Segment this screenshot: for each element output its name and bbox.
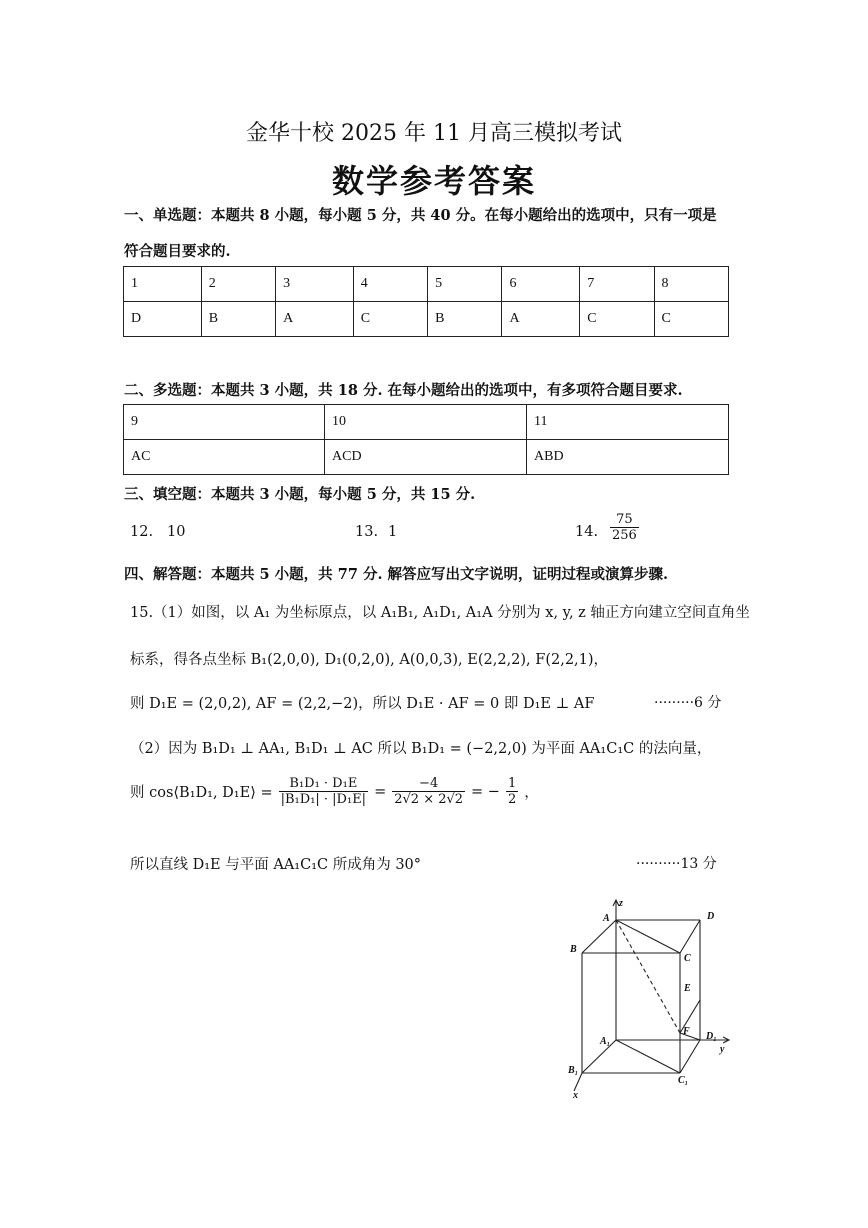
table-cell: ACD [325, 440, 527, 475]
table-cell: 9 [124, 405, 325, 440]
table-cell: ABD [527, 440, 729, 475]
p15-line6: 所以直线 D₁E 与平面 AA₁C₁C 所成角为 30° [130, 857, 422, 873]
section1-heading: 一、单选题：本题共 8 小题，每小题 5 分，共 40 分。在每小题给出的选项中，只有一项是 [124, 207, 717, 224]
label-A1: A₁ [600, 1036, 611, 1047]
p15-line4: （2）因为 B₁D₁ ⊥ AA₁, B₁D₁ ⊥ AC 所以 B₁D₁ = (−2,2,0) 为平面 AA₁C₁C 的法向量， [130, 741, 712, 757]
table-cell: B [428, 302, 502, 337]
table-cell: 6 [502, 267, 580, 302]
q12-answer: 10 [167, 524, 186, 540]
q13-answer: 1 [388, 524, 398, 540]
prism-diagram [560, 895, 750, 1100]
equals-sign: = [374, 783, 387, 800]
comma: ， [524, 785, 539, 801]
label-A: A [603, 913, 610, 924]
label-x: x [573, 1090, 578, 1100]
section4-heading: 四、解答题：本题共 5 小题，共 77 分. 解答应写出文字说明，证明过程或演算步骤. [124, 566, 669, 583]
label-B: B [570, 944, 577, 955]
q14-fraction [610, 512, 639, 543]
table-cell: 1 [124, 267, 202, 302]
label-D1: D₁ [706, 1031, 717, 1042]
table-row [124, 440, 729, 475]
label-B1: B₁ [568, 1065, 579, 1076]
section1-answer-table [123, 266, 729, 337]
table-cell: 2 [201, 267, 275, 302]
section2-answer-table [123, 404, 729, 475]
table-cell: AC [124, 440, 325, 475]
table-cell: 3 [276, 267, 354, 302]
p15-line1: 15.（1）如图，以 A₁ 为坐标原点，以 A₁B₁, A₁D₁, A₁A 分别为 x, y, z 轴正方向建立空间直角坐 [130, 605, 750, 621]
label-F: F [683, 1026, 690, 1037]
label-D: D [707, 911, 715, 922]
section1-heading-cont: 符合题目要求的. [124, 243, 231, 260]
table-cell: C [580, 302, 654, 337]
half-denominator: 2 [507, 792, 517, 807]
equals-minus: = − [471, 783, 500, 800]
label-y: y [720, 1044, 725, 1055]
q14-answer [610, 512, 639, 543]
section3-heading: 三、填空题：本题共 3 小题，每小题 5 分，共 15 分. [124, 486, 476, 503]
table-cell: C [654, 302, 728, 337]
table-cell: 8 [654, 267, 728, 302]
table-cell: B [201, 302, 275, 337]
label-z: z [619, 898, 623, 909]
q14-label: 14. [575, 524, 599, 540]
score-mark-13: ··········13 分 [636, 856, 717, 872]
table-cell: 11 [527, 405, 729, 440]
q12-label: 12. [130, 524, 154, 540]
value-numerator: −4 [392, 776, 465, 792]
table-cell: C [353, 302, 427, 337]
table-cell: D [124, 302, 202, 337]
q14-numerator: 75 [610, 512, 639, 528]
table-cell: 10 [325, 405, 527, 440]
cos-prefix: 则 cos⟨B₁D₁, D₁E⟩ = [130, 785, 273, 801]
label-C: C [684, 953, 691, 964]
p15-line3: 则 D₁E = (2,0,2), AF = (2,2,−2)，所以 D₁E · AF = 0 即 D₁E ⊥ AF [130, 696, 595, 712]
section2-heading: 二、多选题：本题共 3 小题，共 18 分. 在每小题给出的选项中，有多项符合题目要求. [124, 382, 683, 399]
table-cell: A [276, 302, 354, 337]
exam-title: 金华十校 2025 年 11 月高三模拟考试 [246, 121, 622, 146]
table-row [124, 267, 729, 302]
answer-key-title: 数学参考答案 [331, 162, 536, 200]
p15-line2: 标系，得各点坐标 B₁(2,0,0), D₁(0,2,0), A(0,0,3), E(2,2,2), F(2,2,1)， [130, 652, 609, 668]
q13-label: 13. [355, 524, 379, 540]
cos-numerator: B₁D₁ · D₁E [279, 776, 368, 792]
table-row [124, 405, 729, 440]
q14-denominator: 256 [612, 528, 637, 543]
label-E: E [684, 983, 691, 994]
label-C1: C₁ [678, 1075, 689, 1086]
table-cell: 4 [353, 267, 427, 302]
table-cell: A [502, 302, 580, 337]
score-mark-6: ·········6 分 [654, 695, 722, 711]
table-row [124, 302, 729, 337]
value-fraction [392, 776, 465, 807]
cos-denominator: |B₁D₁| · |D₁E| [280, 792, 367, 807]
table-cell: 7 [580, 267, 654, 302]
table-cell: 5 [428, 267, 502, 302]
cos-fraction [279, 776, 368, 807]
half-numerator: 1 [507, 776, 517, 791]
value-denominator: 2√2 × 2√2 [394, 792, 464, 807]
half-fraction [506, 776, 518, 807]
p15-line5 [130, 776, 539, 807]
